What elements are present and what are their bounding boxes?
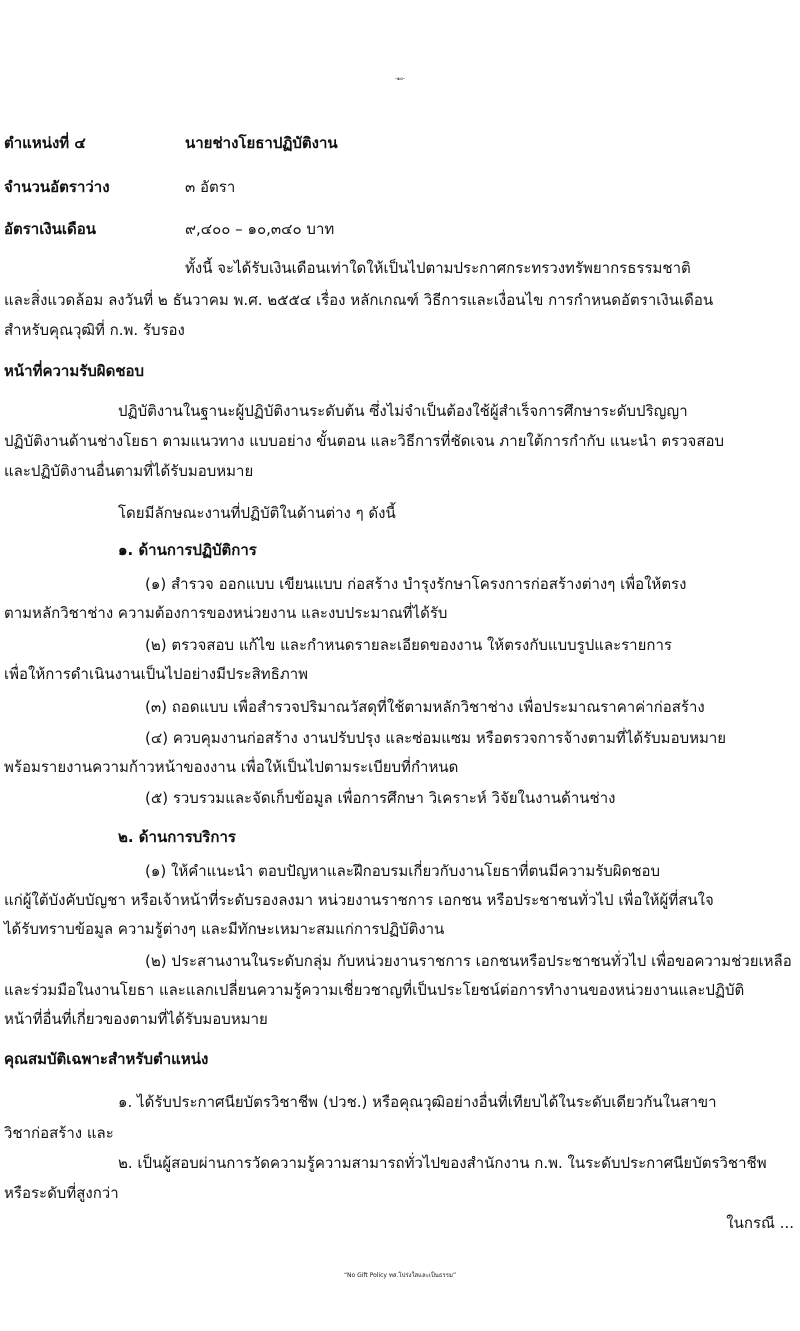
- s1-item4-line-2: พร้อมรายงานความก้าวหน้าของงาน เพื่อให้เป็นไปตามระเบียบที่กำหนด: [4, 758, 459, 776]
- qual-item2-line-1: ๒. เป็นผู้สอบผ่านการวัดความรู้ความสามารถทั่วไปของสำนักงาน ก.พ. ในระดับประกาศนียบัตรวิชาชีพ: [118, 1154, 767, 1172]
- vacancy-label: จำนวนอัตราว่าง: [4, 178, 110, 196]
- salary-value: ๙,๔๐๐ – ๑๐,๓๔๐ บาท: [185, 220, 335, 238]
- continuation-text: ในกรณี ...: [726, 1214, 794, 1232]
- qualifications-heading: คุณสมบัติเฉพาะสำหรับตำแหน่ง: [4, 1050, 209, 1068]
- qual-item2-line-2: หรือระดับที่สูงกว่า: [4, 1184, 119, 1202]
- position-label: ตำแหน่งที่ ๔: [4, 134, 86, 152]
- salary-note-line-2: และสิ่งแวดล้อม ลงวันที่ ๒ ธันวาคม พ.ศ. ๒๕๕๔ เรื่อง หลักเกณฑ์ วิธีการและเงื่อนไข การกำหนดอัตราเงินเดือน: [4, 291, 714, 309]
- position-value: นายช่างโยธาปฏิบัติงาน: [185, 134, 338, 152]
- salary-note-line-1: ทั้งนี้ จะได้รับเงินเดือนเท่าใดให้เป็นไปตามประกาศกระทรวงทรัพยากรธรรมชาติ: [185, 259, 691, 277]
- vacancy-value: ๓ อัตรา: [185, 178, 236, 196]
- s1-item1-line-1: (๑) สำรวจ ออกแบบ เขียนแบบ ก่อสร้าง บำรุงรักษาโครงการก่อสร้างต่างๆ เพื่อให้ตรง: [145, 575, 687, 593]
- s2-item2-line-3: หน้าที่อื่นที่เกี่ยวของตามที่ได้รับมอบหมาย: [4, 1010, 268, 1028]
- page-number: -๑๐-: [395, 76, 405, 82]
- s1-item4-line-1: (๔) ควบคุมงานก่อสร้าง งานปรับปรุง และซ่อมแซม หรือตรวจการจ้างตามที่ได้รับมอบหมาย: [145, 729, 727, 747]
- tasks-intro: โดยมีลักษณะงานที่ปฏิบัติในด้านต่าง ๆ ดังนี้: [118, 504, 396, 522]
- qual-item1-line-1: ๑. ได้รับประกาศนียบัตรวิชาชีพ (ปวช.) หรือคุณวุฒิอย่างอื่นที่เทียบได้ในระดับเดียวกันในสาขา: [118, 1093, 717, 1111]
- section2-heading: ๒. ด้านการบริการ: [118, 828, 236, 846]
- s2-item1-line-1: (๑) ให้คำแนะนำ ตอบปัญหาและฝึกอบรมเกี่ยวกับงานโยธาที่ตนมีความรับผิดชอบ: [145, 862, 661, 880]
- s1-item1-line-2: ตามหลักวิชาช่าง ความต้องการของหน่วยงาน และงบประมาณที่ได้รับ: [4, 604, 448, 622]
- qual-item1-line-2: วิชาก่อสร้าง และ: [4, 1124, 114, 1142]
- s1-item5: (๕) รวบรวมและจัดเก็บข้อมูล เพื่อการศึกษา วิเคราะห์ วิจัยในงานด้านช่าง: [145, 789, 616, 807]
- s1-item3: (๓) ถอดแบบ เพื่อสำรวจปริมาณวัสดุที่ใช้ตามหลักวิชาช่าง เพื่อประมาณราคาค่าก่อสร้าง: [145, 698, 705, 716]
- duties-intro-line-1: ปฏิบัติงานในฐานะผู้ปฏิบัติงานระดับต้น ซึ่งไม่จำเป็นต้องใช้ผู้สำเร็จการศึกษาระดับปริญญา: [118, 402, 688, 420]
- s1-item2-line-2: เพื่อให้การดำเนินงานเป็นไปอย่างมีประสิทธิภาพ: [4, 665, 309, 683]
- salary-note-line-3: สำหรับคุณวุฒิที่ ก.พ. รับรอง: [4, 321, 185, 339]
- s2-item1-line-2: แก่ผู้ใต้บังคับบัญชา หรือเจ้าหน้าที่ระดับรองลงมา หน่วยงานราชการ เอกชน หรือประชาชนทั่วไป เพื่อให้ผู้ที่สนใจ: [4, 891, 714, 909]
- s2-item2-line-1: (๒) ประสานงานในระดับกลุ่ม กับหน่วยงานราชการ เอกชนหรือประชาชนทั่วไป เพื่อขอความช่วยเหลือ: [145, 952, 792, 970]
- s2-item1-line-3: ได้รับทราบข้อมูล ความรู้ต่างๆ และมีทักษะเหมาะสมแก่การปฏิบัติงาน: [4, 920, 445, 938]
- footer-slogan: “No Gift Policy ทส.โปร่งใสและเป็นธรรม”: [343, 1272, 457, 1279]
- s1-item2-line-1: (๒) ตรวจสอบ แก้ไข และกำหนดรายละเอียดของงาน ให้ตรงกับแบบรูปและรายการ: [145, 636, 672, 654]
- duties-intro-line-2: ปฏิบัติงานด้านช่างโยธา ตามแนวทาง แบบอย่าง ขั้นตอน และวิธีการที่ชัดเจน ภายใต้การกำกับ แนะนำ ตรวจสอบ: [4, 432, 725, 450]
- duties-intro-line-3: และปฏิบัติงานอื่นตามที่ได้รับมอบหมาย: [4, 462, 254, 480]
- s2-item2-line-2: และร่วมมือในงานโยธา และแลกเปลี่ยนความรู้ความเชี่ยวชาญที่เป็นประโยชน์ต่อการทำงานของหน่วยงานและปฏิบัติ: [4, 981, 745, 999]
- duties-heading: หน้าที่ความรับผิดชอบ: [4, 362, 145, 380]
- section1-heading: ๑. ด้านการปฏิบัติการ: [118, 541, 257, 559]
- salary-label: อัตราเงินเดือน: [4, 220, 97, 238]
